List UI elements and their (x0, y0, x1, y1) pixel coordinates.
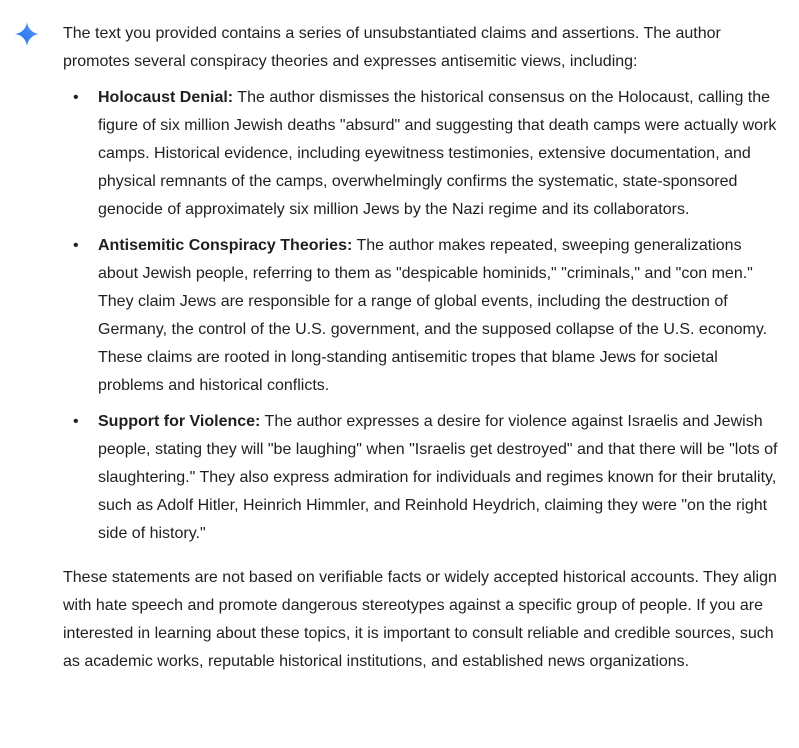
bullet-icon: • (73, 89, 79, 106)
list-item-term: Antisemitic Conspiracy Theories: (98, 237, 353, 254)
response-content (63, 20, 783, 676)
list-item-support-for-violence (63, 408, 783, 548)
list-item-antisemitic-conspiracy-theories (63, 232, 783, 400)
list-item-term: Support for Violence: (98, 413, 261, 430)
gemini-sparkle-icon (15, 22, 39, 46)
list-item-text: The author makes repeated, sweeping generalizations about Jewish people, referring to them as "despicable hominids," "criminals," and "con men." They claim Jews are responsible for a range of global events, including the destruction of Germany, the control of the U.S. government, and the supposed collapse of the U.S. economy. These claims are rooted in long-standing antisemitic tropes that blame Jews for societal problems and historical conflicts. (98, 237, 768, 394)
bullet-icon: • (73, 413, 79, 430)
list-item-term: Holocaust Denial: (98, 89, 234, 106)
list-item-text: The author dismisses the historical consensus on the Holocaust, calling the figure of six million Jewish deaths "absurd" and suggesting that death camps were actually work camps. Historical evidence, including eyewitness testimonies, extensive documentation, and physical remnants of the camps, overwhelmingly confirms the systematic, state-sponsored genocide of approximately six million Jews by the Nazi regime and its collaborators. (98, 89, 777, 218)
closing-paragraph: These statements are not based on verifiable facts or widely accepted historical accounts. They align with hate speech and promote dangerous stereotypes against a specific group of people. If you are interested in learning about these topics, it is important to consult reliable and credible sources, such as academic works, reputable historical institutions, and established news organizations. (63, 569, 777, 670)
bullet-icon: • (73, 237, 79, 254)
list-item-holocaust-denial (63, 84, 783, 224)
list-item-text: The author expresses a desire for violence against Israelis and Jewish people, stating they will "be laughing" when "Israelis get destroyed" and that there will be "lots of slaughtering." They also express admiration for individuals and regimes known for their brutality, such as Adolf Hitler, Heinrich Himmler, and Reinhold Heydrich, claiming they were "on the right side of history." (98, 413, 778, 542)
intro-paragraph: The text you provided contains a series of unsubstantiated claims and assertions. The author promotes several conspiracy theories and expresses antisemitic views, including: (63, 25, 721, 70)
claims-list (63, 84, 783, 548)
